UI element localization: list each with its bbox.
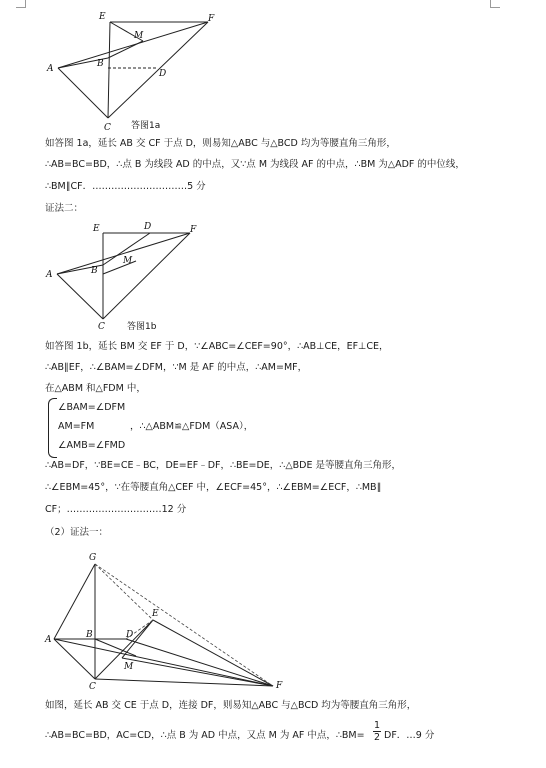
fig2-label-D: D [126,630,134,640]
system-cond-3: ∠AMB=∠FMD [58,440,126,451]
proof2-line-3: 在△ABM 和△FDM 中， [45,383,146,394]
fig2-label-E: E [152,609,159,619]
fig1a-label-A: A [47,64,54,74]
fig1b-label-E: E [93,224,100,234]
fig1a-label-C: C [104,123,111,133]
proof2-line-5: ∴∠EBM=45°，∵在等腰直角△CEF 中，∠ECF=45°，∴∠EBM=∠ECF，∴MB∥ [45,482,382,493]
fig1a-label-M: M [134,31,144,41]
fig1a-label-D: D [159,69,167,79]
fig1a-label-F: F [208,14,215,24]
fig1a-label-E: E [99,12,106,22]
fig1b-label-C: C [98,322,105,332]
fig1b-label-D: D [144,222,152,232]
fig1b-caption: 答图1b [127,322,157,332]
system-cond-1: ∠BAM=∠DFM [58,402,126,413]
proof1-line-3: ∴BM∥CF．…………………………5 分 [45,181,206,192]
fig1b-label-F: F [190,225,197,235]
fig2-label-B: B [86,630,93,640]
proof2-title: 证法二： [45,203,84,214]
fig1b-label-A: A [46,270,53,280]
fig2-label-A: A [45,635,52,645]
fig2-label-G: G [89,553,97,563]
fig1b-label-B: B [91,266,98,276]
system-cond-2: AM=FM [58,421,95,432]
proof2-line-6: CF；…………………………12 分 [45,504,187,515]
figure-1b [0,216,546,336]
proof1-line-2: ∴AB=BC=BD，∴点 B 为线段 AD 的中点，又∵点 M 为线段 AF 的中点，∴BM 为△ADF 的中位线， [45,159,465,170]
figure-1a [0,0,546,140]
proof2-line-1: 如答图 1b，延长 BM 交 EF 于 D，∵∠ABC=∠CEF=90°，∴AB⊥CE，EF⊥CE， [45,341,389,352]
proof2-line-2: ∴AB∥EF，∴∠BAM=∠DFM，∵M 是 AF 的中点，∴AM=MF， [45,362,308,373]
part2-line-1: 如图，延长 AB 交 CE 于点 D，连接 DF，则易知△ABC 与△BCD 均为等腰直角三角形， [45,700,417,711]
part2-line-2a: ∴AB=BC=BD，AC=CD，∴点 B 为 AD 中点，又点 M 为 AF 中点，∴BM= [45,730,365,741]
proof2-line-4: ∴AB=DF，∵BE=CE﹣BC，DE=EF﹣DF，∴BE=DE，∴△BDE 是等腰直角三角形， [45,460,402,471]
fig2-label-M: M [124,662,134,672]
proof1-line-1: 如答图 1a，延长 AB 交 CF 于点 D，则易知△ABC 与△BCD 均为等腰直角三角形， [45,138,396,149]
fig1a-caption: 答图1a [131,121,161,131]
fig2-label-F: F [276,681,283,691]
system-brace [48,398,57,458]
part2-title: （2）证法一： [45,527,109,538]
fraction-numerator: 1 [373,720,381,731]
part2-line-2b: DF．…9 分 [384,730,435,741]
figure-2 [0,548,546,692]
fig1a-label-B: B [97,59,104,69]
fig1b-label-M: M [123,256,133,266]
fraction-denominator: 2 [373,732,381,743]
fig2-label-C: C [89,682,96,692]
system-result: ，∴△ABM≌△FDM（ASA）， [130,421,254,432]
